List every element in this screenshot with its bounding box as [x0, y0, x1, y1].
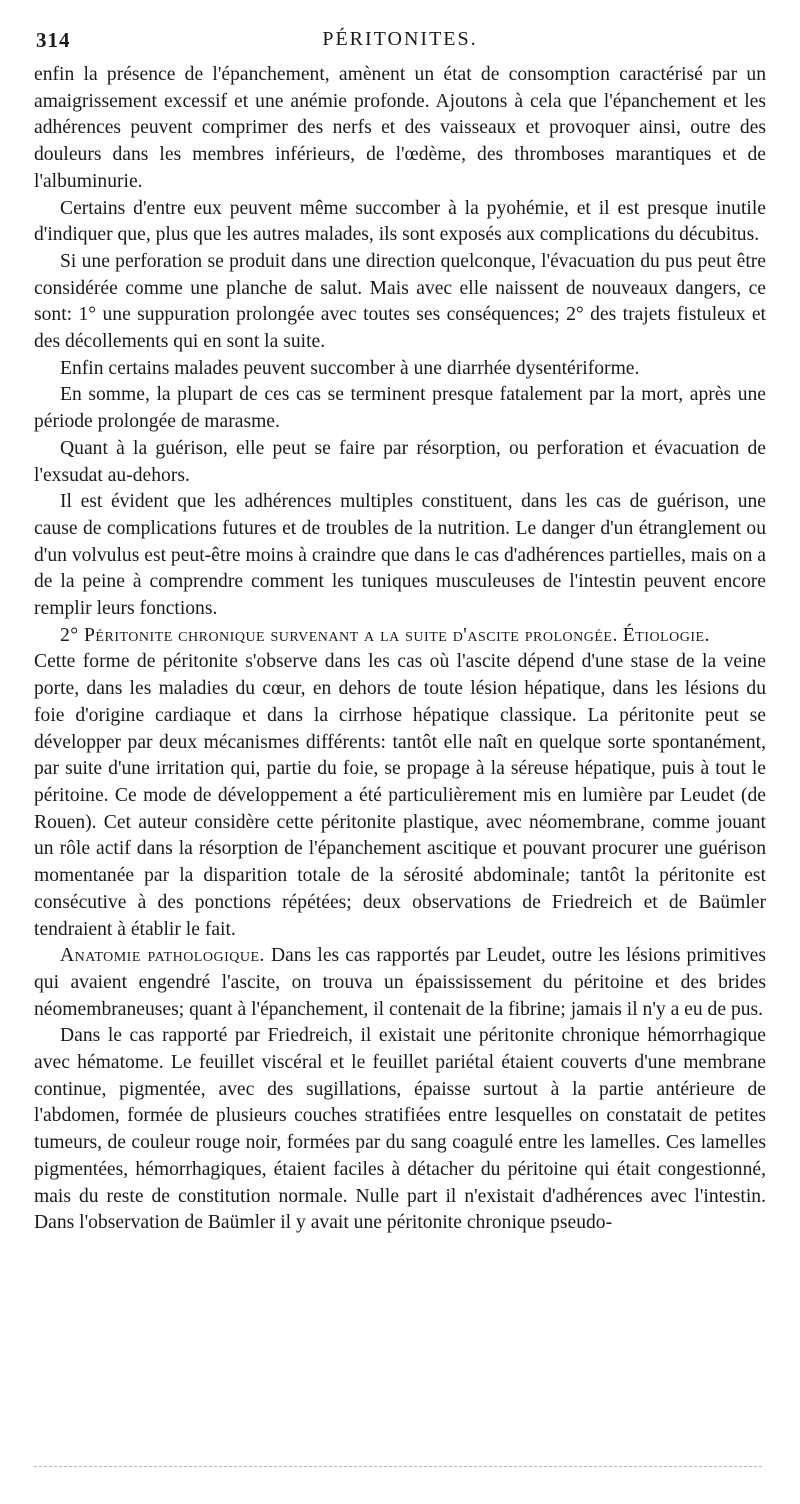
page-number: 314 — [36, 28, 71, 52]
body-text — [34, 62, 766, 1237]
paragraph: Certains d'entre eux peuvent même succomber à la pyohémie, et il est presque inutile d'indiquer que, plus que les autres malades, ils sont exposés aux complications du décubitus. — [34, 197, 766, 246]
paragraph: Si une perforation se produit dans une direction quelconque, l'évacuation du pus peut être considérée comme une planche de salut. Mais avec elle naissent de nouveaux dangers, ce sont: 1° une suppuration prolongée avec toutes ses conséquences; 2° des trajets fistuleux et des décollements qui en sont la suite. — [34, 250, 766, 353]
section-heading: 2° Péritonite chronique survenant a la suite d'ascite prolongée. — [60, 624, 618, 646]
paragraph: Quant à la guérison, elle peut se faire par résorption, ou perforation et évacuation de l'exsudat au-dehors. — [34, 437, 766, 486]
anatomy-text: Dans les cas rapportés par Leudet, outre les lésions primitives qui avaient engendré l'ascite, on trouva un épaississement du péritoine et des brides néomembraneuses; quant à l'épanchement, il contenait de la fibrine; jamais il n'y a eu de pus. — [34, 945, 766, 1020]
section-paragraph — [34, 623, 766, 650]
footer-rule — [34, 1466, 762, 1467]
paragraph: Enfin certains malades peuvent succomber à une diarrhée dysentériforme. — [60, 357, 640, 379]
section-subheading: Étiologie. — [622, 624, 710, 646]
anatomy-heading: Anatomie pathologique. — [60, 945, 265, 967]
book-page — [34, 28, 766, 1237]
running-head — [34, 28, 766, 62]
paragraph-continued: enfin la présence de l'épanchement, amènent un état de consomption caractérisé par un amaigrissement excessif et une anémie profonde. Ajoutons à cela que l'épanchement et les adhérences peuvent comprimer des nerfs et des vaisseaux et provoquer ainsi, outre des douleurs dans les membres inférieurs, de l'œdème, des thromboses marantiques et de l'albuminurie. — [34, 64, 766, 192]
section-text: Cette forme de péritonite s'observe dans les cas où l'ascite dépend d'une stase de la veine porte, dans les maladies du cœur, en dehors de toute lésion hépatique, dans les lésions du foie d'origine cardiaque et dans la cirrhose hépatique classique. La péritonite peut se développer par deux mécanismes différents: tantôt elle naît en quelque sorte spontanément, par suite d'une irritation qui, partie du foie, se propage à la séreuse hépatique, puis à tout le péritoine. Ce mode de développement a été particulièrement mis en lumière par Leudet (de Rouen). Cet auteur considère cette péritonite plastique, avec néomembrane, comme jouant un rôle actif dans la résorption de l'épanchement ascitique et pouvant procurer une guérison momentanée par la disparition totale de la sérosité abdominale; tantôt la péritonite est consécutive à des ponctions répétées; deux observations de Friedreich et de Baümler tendraient à établir le fait. — [34, 651, 766, 940]
paragraph: Il est évident que les adhérences multiples constituent, dans les cas de guérison, une cause de complications futures et de troubles de la nutrition. Le danger d'un étranglement ou d'un volvulus est peut-être moins à craindre que dans le cas d'adhérences partielles, mais on a de la peine à comprendre comment les tuniques musculeuses de l'intestin peuvent encore remplir leurs fonctions. — [34, 491, 766, 620]
paragraph: En somme, la plupart de ces cas se terminent presque fatalement par la mort, après une période prolongée de marasme. — [34, 384, 766, 433]
paragraph: Dans le cas rapporté par Friedreich, il existait une péritonite chronique hémorrhagique avec hématome. Le feuillet viscéral et le feuillet pariétal étaient couverts d'une membrane continue, pigmentée, avec des sugillations, épaisse surtout à la partie antérieure de l'abdomen, formée de plusieurs couches stratifiées entre lesquelles on constatait de petites tumeurs, de couleur rouge noir, formées par du sang coagulé entre les lamelles. Ces lamelles pigmentées, hémorrhagiques, étaient faciles à détacher du péritoine qui était congestionné, mais du reste de constitution normale. Nulle part il n'existait d'adhérences avec l'intestin. Dans l'observation de Baümler il y avait une péritonite chronique pseudo- — [34, 1025, 766, 1234]
running-title: PÉRITONITES. — [322, 28, 478, 50]
anatomy-paragraph — [34, 943, 766, 1023]
